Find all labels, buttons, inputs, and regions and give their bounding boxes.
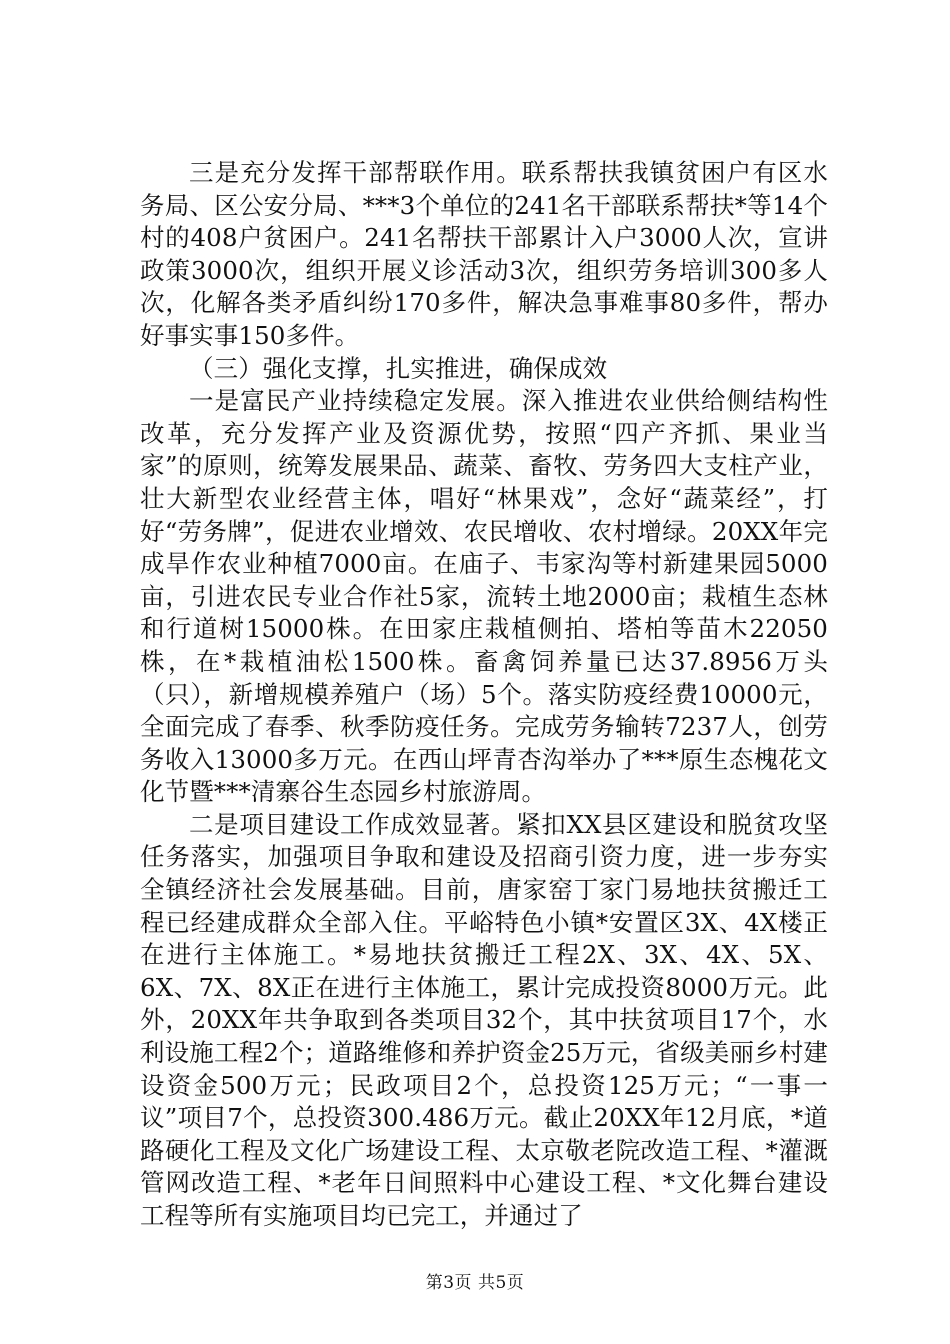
document-body (140, 157, 828, 1233)
page-number-footer: 第3页 共5页 (425, 1273, 525, 1293)
paragraph-project-construction: 二是项目建设工作成效显著。紧扣XX县区建设和脱贫攻坚任务落实，加强项目争取和建设及招商引资力度，进一步夯实全镇经济社会发展基础。目前，唐家窑丁家门易地扶贫搬迁工程已经建成群众全部入住。平峪特色小镇*安置区3X、4X楼正在进行主体施工。*易地扶贫搬迁工程2X、3X、4X、5X、6X、7X、8X正在进行主体施工，累计完成投资8000万元。此外，20XX年共争取到各类项目32个，其中扶贫项目17个，水利设施工程2个；道路维修和养护资金25万元，省级美丽乡村建设资金500万元；民政项目2个，总投资125万元；“一事一议”项目7个，总投资300.486万元。截止20XX年12月底，*道路硬化工程及文化广场建设工程、太京敬老院改造工程、*灌溉管网改造工程、*老年日间照料中心建设工程、*文化舞台建设工程等所有实施项目均已完工，并通过了 (140, 809, 829, 1230)
paragraph-industry-development: 一是富民产业持续稳定发展。深入推进农业供给侧结构性改革，充分发挥产业及资源优势，按照“四产齐抓、果业当家”的原则，统筹发展果品、蔬菜、畜牧、劳务四大支柱产业，壮大新型农业经营主体，唱好“林果戏”，念好“蔬菜经”，打好“劳务牌”，促进农业增效、农民增收、农村增绿。20XX年完成旱作农业种植7000亩。在庙子、韦家沟等村新建果园5000亩，引进农民专业合作社5家，流转土地2000亩；栽植生态林和行道树15000株。在田家庄栽植侧拍、塔柏等苗木22050株，在*栽植油松1500株。畜禽饲养量已达37.8956万头（只），新增规模养殖户（场）5个。落实防疫经费10000元，全面完成了春季、秋季防疫任务。完成劳务输转7237人，创劳务收入13000多万元。在西山坪青杏沟举办了***原生态槐花文化节暨***清寨谷生态园乡村旅游周。 (140, 386, 828, 807)
section-heading: （三）强化支撑，扎实推进，确保成效 (189, 353, 608, 383)
paragraph-cadre-assistance: 三是充分发挥干部帮联作用。联系帮扶我镇贫困户有区水务局、区公安分局、***3个单位的241名干部联系帮扶*等14个村的408户贫困户。241名帮扶干部累计入户3000人次，宣讲政策3000次，组织开展义诊活动3次，组织劳务培训300多人次，化解各类矛盾纠纷170多件，解决急事难事80多件，帮办好事实事150多件。 (140, 158, 828, 350)
